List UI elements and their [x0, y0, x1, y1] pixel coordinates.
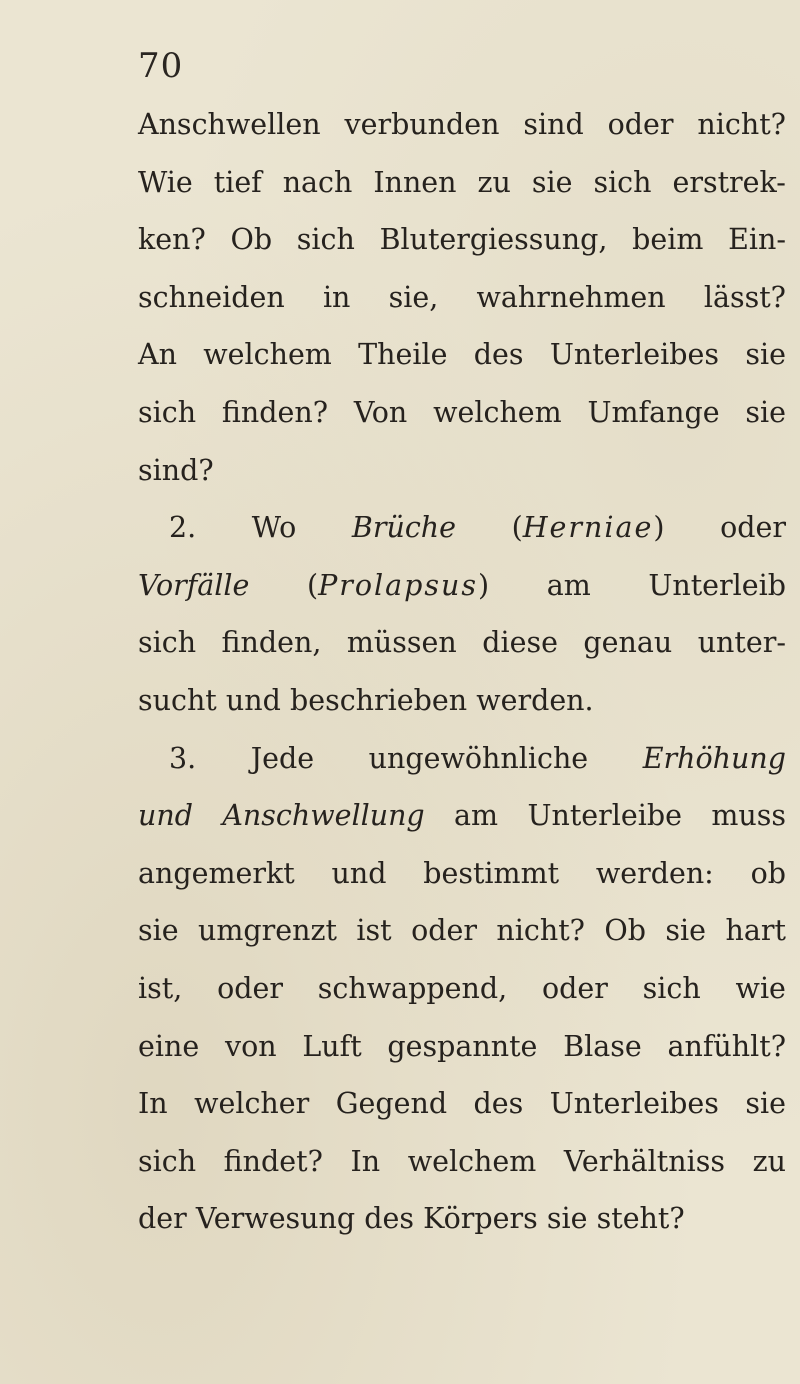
word	[358, 326, 447, 384]
word	[411, 902, 477, 960]
word-part: Luft	[302, 1029, 362, 1063]
word	[196, 1190, 355, 1248]
text-line	[138, 211, 786, 269]
text-line	[138, 1133, 786, 1191]
word	[542, 960, 608, 1018]
word-part: (	[511, 511, 523, 545]
word	[373, 154, 456, 212]
word	[643, 730, 786, 788]
word	[643, 960, 701, 1018]
text-line	[138, 1018, 786, 1076]
word	[745, 384, 786, 442]
word	[222, 787, 424, 845]
word-part: und	[331, 856, 387, 890]
word	[593, 154, 651, 212]
word-part: ist	[356, 914, 392, 948]
word-part: ob	[750, 856, 786, 890]
italic-term: Erhöhung	[642, 741, 786, 775]
word	[198, 902, 337, 960]
page-number: 70	[138, 46, 184, 86]
word	[307, 557, 489, 615]
word	[331, 845, 386, 903]
word	[564, 1133, 725, 1191]
word-part: schwappend,	[317, 971, 508, 1005]
word	[138, 1018, 199, 1076]
word	[547, 557, 591, 615]
word-part: Ob	[604, 914, 646, 948]
word-part: Verwesung	[195, 1202, 356, 1236]
word-part: der	[138, 1202, 187, 1236]
word-part: umgrenzt	[198, 914, 337, 948]
word-part: sind	[523, 108, 584, 141]
word-part: sich	[296, 223, 355, 257]
word	[408, 1133, 537, 1191]
word	[297, 211, 355, 269]
word	[350, 1133, 380, 1191]
word-part: oder	[720, 511, 786, 545]
word	[138, 96, 321, 154]
word	[138, 211, 206, 269]
word	[169, 499, 196, 557]
word-part: genau	[583, 626, 673, 660]
word-part: des	[473, 1087, 524, 1121]
word	[478, 154, 511, 212]
word	[251, 730, 314, 788]
word	[648, 557, 786, 615]
word-part: sie	[745, 1087, 786, 1121]
word	[380, 211, 608, 269]
word	[523, 96, 583, 154]
word	[665, 902, 706, 960]
word	[753, 1133, 786, 1191]
word	[138, 384, 196, 442]
word	[217, 960, 283, 1018]
text-line	[138, 269, 786, 327]
word-part: ist,	[138, 971, 183, 1005]
italic-term: Prolapsus	[318, 568, 479, 602]
word-part: oder	[607, 108, 674, 141]
text-line	[138, 154, 786, 212]
word	[387, 1018, 537, 1076]
italic-term: und	[138, 799, 193, 833]
word	[512, 499, 665, 557]
word	[138, 902, 179, 960]
word-part: Umfange	[587, 395, 720, 429]
word	[697, 96, 786, 154]
word	[214, 154, 262, 212]
word-part: )	[478, 568, 490, 602]
word-part: tief	[213, 165, 262, 199]
word-part: sie	[531, 165, 573, 199]
word-part: schneiden	[138, 280, 285, 314]
text-line	[138, 96, 786, 154]
word-part: oder	[217, 971, 283, 1005]
text-line	[138, 384, 786, 442]
word-part: Körpers	[423, 1202, 538, 1236]
word-part: zu	[477, 165, 511, 199]
word-part: Von	[353, 395, 408, 429]
word	[711, 787, 786, 845]
text-line	[138, 960, 786, 1018]
word	[323, 269, 350, 327]
word	[283, 154, 353, 212]
word	[720, 499, 786, 557]
text-line	[138, 557, 786, 615]
word-part: Wie	[138, 165, 193, 199]
word-part: (	[306, 568, 319, 602]
word-part: Anschwellen	[138, 108, 321, 141]
word-part: unter-	[697, 626, 786, 660]
word	[347, 614, 457, 672]
word-part: sie,	[388, 280, 439, 314]
word	[138, 960, 182, 1018]
word-part: sich	[138, 395, 197, 429]
italic-term: Anschwellung	[222, 799, 425, 833]
word-part: welchem	[407, 1144, 537, 1178]
word-part: Unterleibes	[549, 1087, 719, 1121]
word	[203, 326, 332, 384]
word	[389, 269, 439, 327]
word	[583, 614, 672, 672]
word	[222, 384, 328, 442]
word	[356, 902, 391, 960]
word-part: Verhältniss	[563, 1144, 725, 1178]
word	[138, 672, 217, 730]
word-part: und	[225, 683, 281, 717]
word	[138, 557, 249, 615]
word-part: ken?	[138, 223, 206, 257]
word-part: Blutergiessung,	[379, 223, 608, 257]
word	[138, 1190, 187, 1248]
word-part: beim	[632, 223, 704, 257]
word-part: sie	[138, 914, 179, 948]
text-line	[138, 845, 786, 903]
word-part: zu	[752, 1144, 786, 1178]
word-part: findet?	[223, 1144, 323, 1178]
word-part: Innen	[373, 165, 457, 199]
word	[596, 845, 714, 903]
word-part: sie	[745, 338, 786, 372]
word-part: am	[546, 568, 591, 602]
word	[474, 326, 524, 384]
word	[290, 672, 467, 730]
word	[550, 326, 719, 384]
word-part: werden:	[595, 856, 714, 890]
word	[230, 211, 272, 269]
word-part: erstrek-	[672, 165, 786, 199]
word	[745, 1075, 786, 1133]
word-part: oder	[541, 971, 608, 1005]
word-part: Wo	[251, 511, 297, 545]
word-part: sind?	[138, 453, 214, 487]
word-part: welchem	[433, 395, 562, 429]
word	[138, 845, 295, 903]
word	[138, 614, 196, 672]
word	[169, 730, 196, 788]
word-part: 2.	[169, 511, 197, 545]
italic-term: Herniae	[522, 511, 654, 545]
word-part: wie	[735, 971, 786, 1005]
word	[224, 1133, 323, 1191]
word-part: sich	[138, 626, 197, 660]
word-part: steht?	[596, 1202, 685, 1236]
word	[138, 269, 285, 327]
word-part: Ein-	[728, 223, 786, 257]
word-part: welchem	[203, 338, 332, 372]
word	[423, 1190, 538, 1248]
word	[527, 787, 682, 845]
word-part: Blase	[563, 1029, 642, 1063]
word	[604, 902, 646, 960]
word	[138, 787, 193, 845]
word-part: In	[350, 1144, 381, 1178]
word	[433, 384, 562, 442]
word-part: gespannte	[387, 1029, 538, 1063]
word-part: nicht?	[697, 108, 786, 141]
word	[226, 672, 281, 730]
word	[138, 1133, 196, 1191]
word-part: beschrieben	[289, 683, 468, 717]
word-part: sie	[745, 395, 786, 429]
word	[194, 1075, 309, 1133]
text-line	[138, 1075, 786, 1133]
word	[704, 269, 786, 327]
text-line	[138, 499, 786, 557]
word	[318, 960, 507, 1018]
word	[252, 499, 297, 557]
word-part: Unterleib	[648, 568, 786, 602]
word	[632, 211, 703, 269]
body-text	[138, 96, 786, 1248]
word	[454, 787, 498, 845]
word-part: sich	[138, 1144, 197, 1178]
word-part: )	[653, 511, 665, 545]
word-part: An	[138, 338, 177, 372]
word	[588, 384, 720, 442]
word-part: In	[138, 1087, 168, 1121]
text-line	[138, 672, 786, 730]
word	[547, 1190, 588, 1248]
word-part: sucht	[138, 683, 217, 717]
word	[138, 326, 177, 384]
italic-term: Brüche	[351, 511, 456, 545]
word-part: anfühlt?	[667, 1029, 786, 1063]
word	[138, 154, 193, 212]
word-part: finden,	[221, 626, 322, 660]
word	[532, 154, 573, 212]
word-part: angemerkt	[138, 856, 295, 890]
word-part: Unterleibes	[549, 338, 720, 372]
word-part: Unterleibe	[527, 799, 682, 833]
word-part: von	[224, 1029, 277, 1063]
word	[496, 902, 585, 960]
word-part: diese	[482, 626, 558, 660]
word-part: hart	[725, 914, 786, 948]
word	[751, 845, 786, 903]
word-part: eine	[138, 1029, 200, 1063]
word	[608, 96, 674, 154]
text-line	[138, 902, 786, 960]
word	[352, 499, 456, 557]
word	[369, 730, 589, 788]
text-line	[138, 326, 786, 384]
word	[474, 1075, 524, 1133]
word-part: ungewöhnliche	[368, 741, 589, 775]
word	[736, 960, 786, 1018]
word	[225, 1018, 277, 1076]
word-part: werden.	[476, 683, 594, 717]
word	[745, 326, 786, 384]
word	[476, 269, 665, 327]
word-part: des	[473, 338, 524, 372]
word	[302, 1018, 361, 1076]
word-part: sie	[665, 914, 707, 948]
word-part: sich	[593, 165, 652, 199]
word	[138, 1075, 168, 1133]
word	[354, 384, 407, 442]
word-part: wahrnehmen	[476, 280, 666, 314]
word-part: Theile	[358, 338, 448, 372]
word	[138, 442, 214, 500]
word	[423, 845, 559, 903]
word-part: welcher	[194, 1087, 310, 1121]
word-part: 3.	[169, 741, 197, 775]
text-line	[138, 442, 786, 500]
word	[563, 1018, 642, 1076]
word-part: in	[322, 280, 351, 314]
word	[476, 672, 593, 730]
word-part: bestimmt	[423, 856, 560, 890]
text-line	[138, 730, 786, 788]
word	[725, 902, 785, 960]
word-part: sie	[546, 1202, 588, 1236]
word	[597, 1190, 685, 1248]
word-part: Jede	[250, 741, 315, 775]
text-line	[138, 1190, 786, 1248]
word	[728, 211, 786, 269]
word-part: sich	[642, 971, 701, 1005]
text-line	[138, 787, 786, 845]
word	[550, 1075, 719, 1133]
word-part: des	[364, 1202, 414, 1236]
word	[668, 1018, 786, 1076]
italic-term: Vorfälle	[138, 568, 250, 602]
word-part: Ob	[230, 223, 273, 257]
word-part: lässt?	[703, 280, 786, 314]
word	[698, 614, 786, 672]
word-part: nach	[282, 165, 353, 199]
word-part: finden?	[221, 395, 328, 429]
word	[672, 154, 785, 212]
word-part: verbunden	[344, 108, 500, 141]
word	[222, 614, 322, 672]
word-part: muss	[711, 799, 786, 833]
word	[336, 1075, 447, 1133]
word	[364, 1190, 414, 1248]
word	[482, 614, 558, 672]
word-part: Gegend	[335, 1087, 448, 1121]
word-part: nicht?	[496, 914, 585, 948]
word-part: oder	[411, 914, 477, 948]
text-line	[138, 614, 786, 672]
word-part: müssen	[346, 626, 457, 660]
word-part: am	[454, 799, 499, 833]
word	[344, 96, 499, 154]
